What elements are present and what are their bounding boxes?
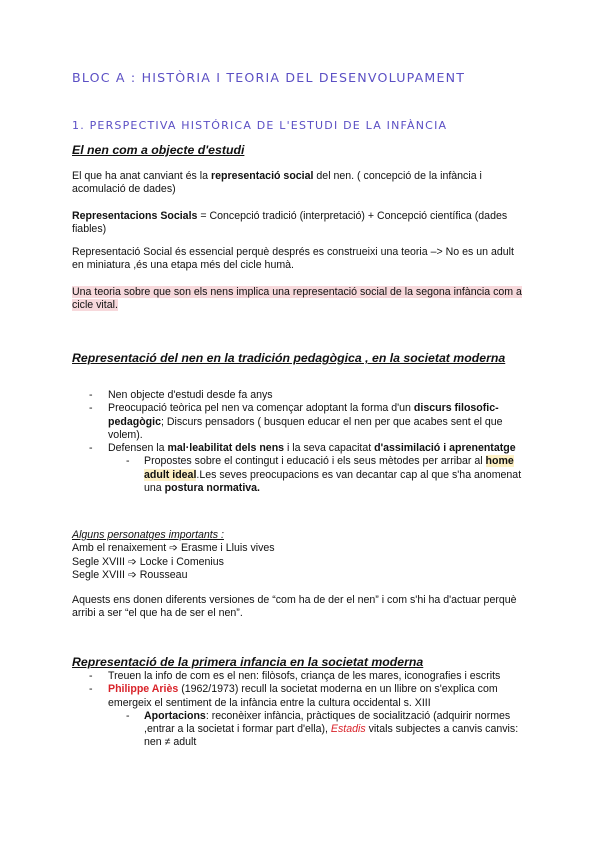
pedagogica-sublist — [108, 455, 532, 495]
primera-infancia-sublist — [108, 710, 532, 750]
document-title: BLOC A : HISTÒRIA I TEORIA DEL DESENVOLUPAMENT — [72, 70, 466, 85]
list-item: - Defensen la mal·leabilitat dels nens i la seva capacitat d'assimilació i aprenentatge - Propostes sobre el contingut i educació i els seus mètodes per arribar al home adult ideal.Les seves preocupacions es van decantar cap al que s'ha anomenat una postura normativa. — [72, 442, 532, 495]
heading-primera-infancia: Representació de la primera infancia en la societat moderna — [72, 655, 424, 669]
section-title: 1. PERSPECTIVA HISTÓRICA DE L'ESTUDI DE LA INFÀNCIA — [72, 119, 448, 132]
paragraph-representacions-socials: Representacions Socials = Concepció tradició (interpretació) + Concepció científica (dades fiables) — [72, 210, 508, 236]
heading-nen-objecte: El nen com a objecte d'estudi — [72, 143, 245, 157]
paragraph-versions: Aquests ens donen diferents versiones de “com ha de der el nen” i com s'hi ha d'actuar perquè arribi a ser “el que ha de ser el nen”. — [72, 594, 517, 620]
personatges-line: Segle XVIII ➩ Locke i Comenius — [72, 555, 224, 568]
paragraph-representacio: El que ha anat canviant és la representació social del nen. ( concepció de la infància i acomulació de dades) — [72, 170, 482, 196]
list-item: - Aportacions: reconèixer infància, pràctiques de socialització (adquirir normes ,entrar a la societat i formar part d'ella), Estadis vitals subjectes a canvis canvis: nen ≠ adult — [126, 709, 519, 749]
personatges-label: Alguns personatges importants : — [72, 529, 224, 541]
list-item: - Nen objecte d'estudi desde fa anys — [89, 389, 273, 401]
list-item: - Propostes sobre el contingut i educació i els seus mètodes per arribar al home adult ideal.Les seves preocupacions es van decantar cap al que s'ha anomenat una postura normativa. — [126, 455, 522, 495]
primera-infancia-list — [72, 670, 532, 750]
pedagogica-list — [72, 389, 532, 495]
paragraph-highlighted-teoria: Una teoria sobre que son els nens implica una representació social de la segona infància com a cicle vital. — [72, 286, 522, 312]
list-item: - Philippe Ariès (1962/1973) recull la societat moderna en un llibre on s'explica com emergeix el sentiment de la infància entre la cultura occidental s. XIII - Aportacions: reconèixer infància, pràctiques de socialització (adquirir normes ,entrar a la societat i formar part d'ella), Estadis vitals subjectes a canvis canvis: nen ≠ adult — [72, 683, 532, 749]
personatges-block — [72, 529, 275, 582]
paragraph-representacio-essencial: Representació Social és essencial perquè després es construeixi una teoria –> No es un adult en miniatura ,és una etapa més del cicle humà. — [72, 246, 514, 272]
personatges-line: Amb el renaixement ➩ Erasme i Lluis vives — [72, 542, 275, 555]
list-item: - Preocupació teòrica pel nen va començar adoptant la forma d'un discurs filosofic-pedagògic; Discurs pensadors ( busquen educar el nen per que acabes sent el que volem). — [89, 402, 503, 441]
heading-tradicio-pedagogica: Representació del nen en la tradición pedagògica , en la societat moderna — [72, 351, 506, 365]
personatges-line: Segle XVIII ➩ Rousseau — [72, 568, 188, 581]
list-item: - Treuen la info de com es el nen: filòsofs, criança de les mares, iconografies i escrits — [89, 670, 501, 682]
